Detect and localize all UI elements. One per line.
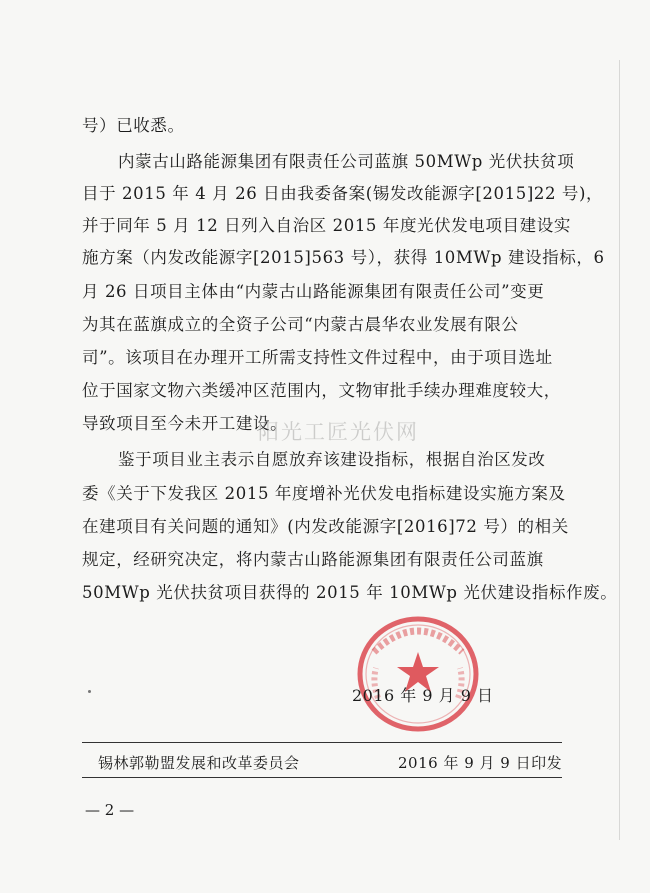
paragraph-line: 号）已收悉。 [82, 116, 185, 135]
paragraph-line: 月 26 日项目主体由“内蒙古山路能源集团有限责任公司”变更 [82, 282, 545, 301]
paragraph-line: 在建项目有关问题的通知》(内发改能源字[2016]72 号）的相关 [82, 517, 569, 536]
paragraph-line: 鉴于项目业主表示自愿放弃该建设指标，根据自治区发改 [118, 450, 546, 469]
footer-bottom-rule [82, 777, 562, 778]
scan-speck [88, 690, 91, 693]
paragraph-line: 目于 2015 年 4 月 26 日由我委备案(锡发改能源字[2015]22 号)， [82, 184, 604, 203]
paragraph-line: 委《关于下发我区 2015 年度增补光伏发电指标建设实施方案及 [82, 484, 566, 503]
seal-graphic [360, 619, 476, 729]
paragraph-line: 施方案（内发改能源字[2015]563 号），获得 10MWp 建设指标，6 [82, 248, 605, 267]
paragraph-line: 为其在蓝旗成立的全资子公司“内蒙古晨华农业发展有限公 [82, 315, 519, 334]
footer-top-rule [82, 742, 562, 743]
footer-issuer: 锡林郭勒盟发展和改革委员会 [98, 754, 300, 772]
footer-issue-date: 2016 年 9 月 9 日印发 [398, 754, 563, 772]
paragraph-line: 位于国家文物六类缓冲区范围内，文物审批手续办理难度较大， [82, 381, 561, 400]
signature-date: 2016 年 9 月 9 日 [352, 686, 494, 705]
paragraph-line: 导致项目至今未开工建设。 [82, 414, 288, 433]
paragraph-line: 50MWp 光伏扶贫项目获得的 2015 年 10MWp 光伏建设指标作废。 [82, 583, 618, 602]
paragraph-line: 规定，经研究决定，将内蒙古山路能源集团有限责任公司蓝旗 [82, 550, 544, 569]
scan-edge [619, 60, 620, 840]
paragraph-line: 司”。该项目在办理开工所需支持性文件过程中，由于项目选址 [82, 348, 553, 367]
official-seal [352, 612, 484, 736]
paragraph-line: 并于同年 5 月 12 日列入自治区 2015 年度光伏发电项目建设实 [82, 216, 571, 235]
page-number: — 2 — [85, 801, 135, 819]
paragraph-line: 内蒙古山路能源集团有限责任公司蓝旗 50MWp 光伏扶贫项 [118, 152, 575, 171]
watermark-text: 阳光工匠光伏网 [258, 420, 419, 444]
